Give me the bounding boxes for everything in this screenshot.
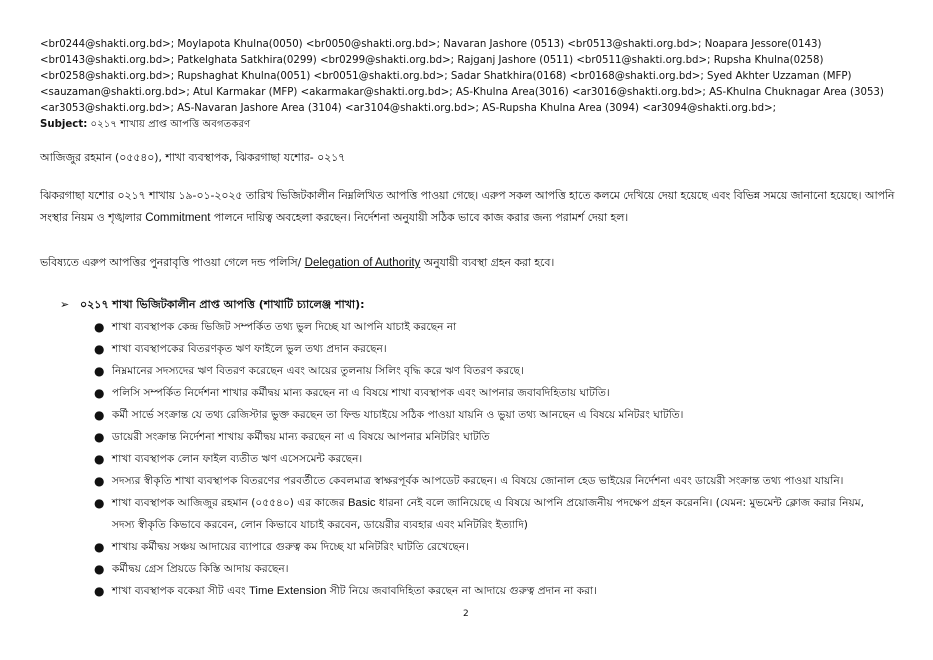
- issue-item: [84, 426, 884, 448]
- subject-line: [40, 117, 910, 133]
- issue-item: [84, 382, 884, 404]
- bullet-icon: ●: [94, 408, 105, 422]
- intro-text-part1: ঝিকরগাছা যশোর ০২১৭ শাখায় ১৯-০১-২০২৫ তারিখ ভিজিটকালীন নিম্নলিখিত আপত্তি পাওয়া গেছে। এরুপ সকল আপত্তি হাতে কলমে দেখিয়ে দেয়া হয়েছে এবং বিভিন্ন সময়ে জানানো হয়েছে। আপনি সংস্থার নিয়ম ও শৃঙ্খলার: [40, 189, 895, 224]
- subject-label: Subject:: [40, 119, 88, 130]
- issue-item: [84, 558, 884, 580]
- recipients-line-1: <br0244@shakti.org.bd>; Moylapota Khulna(0050) <br0050@shakti.org.bd>; Navaran Jashore (0513) <br0513@shakti.org.bd>; Noapara Jessore(0143): [40, 39, 822, 50]
- bullet-icon: ●: [94, 496, 105, 510]
- issue-item: [84, 360, 884, 382]
- issue-item: [84, 316, 884, 338]
- bullet-icon: ●: [94, 474, 105, 488]
- bullet-icon: ●: [94, 430, 105, 444]
- commitment-word: Commitment: [145, 212, 211, 224]
- issue-item: [84, 492, 884, 536]
- section-title: ০২১৭ শাখা ভিজিটকালীন প্রাপ্ত আপত্তি (শাখাটি চ্যালেঞ্জ শাখা):: [80, 298, 365, 311]
- bullet-icon: ●: [94, 364, 105, 378]
- issues-list: [84, 316, 884, 602]
- issue-text: কর্মী সার্ভে সংক্রান্ত যে তথ্য রেজিস্টার ভুক্ত করছেন তা ফিল্ড যাচাইয়ে সঠিক পাওয়া যায়নি ও ভুয়া তথ্য আনছেন এ বিষয়ে মনিটরং ঘাটতি।: [112, 409, 684, 421]
- bullet-icon: ●: [94, 540, 105, 554]
- addressee-line: আজিজুর রহমান (০৫৫৪০), শাখা ব্যবস্থাপক, ঝিকরগাছা যশোর- ০২১৭: [40, 151, 346, 164]
- intro-text-part2: পালনে দায়িত্ব অবহেলা করছেন। নির্দেশনা অনুযায়ী সঠিক ভাবে কাজ করার জন্য পরামর্শ দেয়া হল।: [210, 211, 629, 224]
- issue-text: শাখা ব্যবস্থাপক আজিজুর রহমান (০৫৫৪০) এর কাজের: [112, 497, 348, 509]
- issue-text-continued: ধারনা নেই বলে জানিয়েছে এ বিষয়ে আপনি প্রয়োজনীয় পদক্ষেপ গ্রহন করেননি। (যেমন: মুভমেন্ট ক্লোজ করার নিয়ম, সদস্য স্বীকৃতি কিভাবে করবেন, লোন কিভাবে যাচাই করবেন, ডায়েরীর ব্যবহার এবং মনিটরিং ইত্যাদি): [112, 497, 864, 531]
- issue-english-term: Basic: [347, 497, 376, 509]
- issue-item: [84, 470, 884, 492]
- bullet-icon: ●: [94, 452, 105, 466]
- issue-item: [84, 536, 884, 558]
- warning-text-part2: অনুযায়ী ব্যবস্থা গ্রহন করা হবে।: [420, 256, 555, 269]
- issue-item: [84, 338, 884, 360]
- recipients-line-4: <sauzaman@shakti.org.bd>; Atul Karmakar (MFP) <akarmakar@shakti.org.bd>; AS-Khulna Area(3016) <ar3016@shakti.org.bd>; AS-Khulna Chuknagar Area (3053): [40, 87, 884, 98]
- delegation-of-authority-link: Delegation of Authority: [304, 257, 421, 269]
- recipients-line-2: <br0143@shakti.org.bd>; Patkelghata Satkhira(0299) <br0299@shakti.org.bd>; Rajganj Jashore (0511) <br0511@shakti.org.bd>; Rupsha Khulna(0258): [40, 55, 824, 66]
- intro-paragraph: [40, 185, 900, 229]
- issue-text: শাখা ব্যবস্থাপক লোন ফাইল ব্যতীত ঋণ এসেসমেন্ট করছেন।: [112, 453, 363, 465]
- warning-paragraph: [40, 252, 900, 274]
- issue-english-term: Time Extension: [248, 585, 327, 597]
- subject-text: ০২১৭ শাখায় প্রাপ্ত আপত্তি অবগতকরণ: [87, 119, 251, 130]
- section-heading: [60, 296, 365, 315]
- recipients-line-3: <br0258@shakti.org.bd>; Rupshaghat Khulna(0051) <br0051@shakti.org.bd>; Sadar Shatkhira(0168) <br0168@shakti.org.bd>; Syed Akhter Uzzaman (MFP): [40, 71, 852, 82]
- issue-text: নিম্নমানের সদস্যদের ঋণ বিতরণ করেছেন এবং আয়ের তুলনায় সিলিং বৃদ্ধি করে ঋণ বিতরণ করছে।: [112, 365, 524, 377]
- recipients-line-5: <ar3053@shakti.org.bd>; AS-Navaran Jashore Area (3104) <ar3104@shakti.org.bd>; AS-Rupsha Khulna Area (3094) <ar3094@shakti.org.bd>;: [40, 103, 777, 114]
- issue-text: শাখা ব্যবস্থাপক বকেয়া সীট এবং: [112, 585, 249, 597]
- issue-text: কর্মীদ্বয় গ্রেস প্রিয়ডে কিস্তি আদায় করছেন।: [112, 563, 289, 575]
- bullet-icon: ●: [94, 584, 105, 598]
- bullet-icon: ●: [94, 562, 105, 576]
- warning-text-part1: ভবিষ্যতে এরুপ আপত্তির পুনরাবৃত্তি পাওয়া গেলে দন্ড পলিসি/: [40, 256, 305, 269]
- issue-text: পলিসি সম্পর্কিত নির্দেশনা শাখার কর্মীদ্বয় মান্য করছেন না এ বিষয়ে শাখা ব্যবস্থাপক এবং আপনার জবাবদিহিতায় ঘাটতি।: [112, 387, 610, 399]
- bullet-icon: ●: [94, 386, 105, 400]
- bullet-icon: ●: [94, 342, 105, 356]
- issue-item: [84, 580, 884, 602]
- issue-text-continued: সীট নিয়ে জবাবদিহিতা করছেন না আদায়ে গুরুত্ব প্রদান না করা।: [326, 585, 597, 597]
- issue-item: [84, 448, 884, 470]
- page-number: 2: [463, 609, 469, 619]
- arrow-bullet-icon: ➢: [60, 298, 70, 311]
- issue-text: শাখা ব্যবস্থাপকের বিতরণকৃত ঋণ ফাইলে ভুল তথ্য প্রদান করছেন।: [112, 343, 387, 355]
- issue-text: সদস্যর স্বীকৃতি শাখা ব্যবস্থাপক বিতরণের পরবর্তীতে কেবলমাত্র স্বাক্ষরপূর্বক আপডেট করছেন। এ বিষয়ে জোনাল হেড ভাইয়ের নির্দেশনা এবং ডায়েরী সংক্রান্ত তথ্য পাওয়া যায়নি।: [112, 475, 844, 487]
- issue-text: শাখা ব্যবস্থাপক কেন্দ্র ভিজিট সম্পর্কিত তথ্য ভুল দিচ্ছে যা আপনি যাচাই করছেন না: [112, 321, 457, 333]
- bullet-icon: ●: [94, 320, 105, 334]
- issue-text: ডায়েরী সংক্রান্ত নির্দেশনা শাখায় কর্মীদ্বয় মান্য করছেন না এ বিষয়ে আপনার মনিটরিং ঘাটতি: [112, 431, 490, 443]
- issue-text: শাখায় কর্মীদ্বয় সঞ্চয় আদায়ের ব্যাপারে গুরুত্ব কম দিচ্ছে যা মনিটরিং ঘাটতি রেখেছেন।: [112, 541, 470, 553]
- issue-item: [84, 404, 884, 426]
